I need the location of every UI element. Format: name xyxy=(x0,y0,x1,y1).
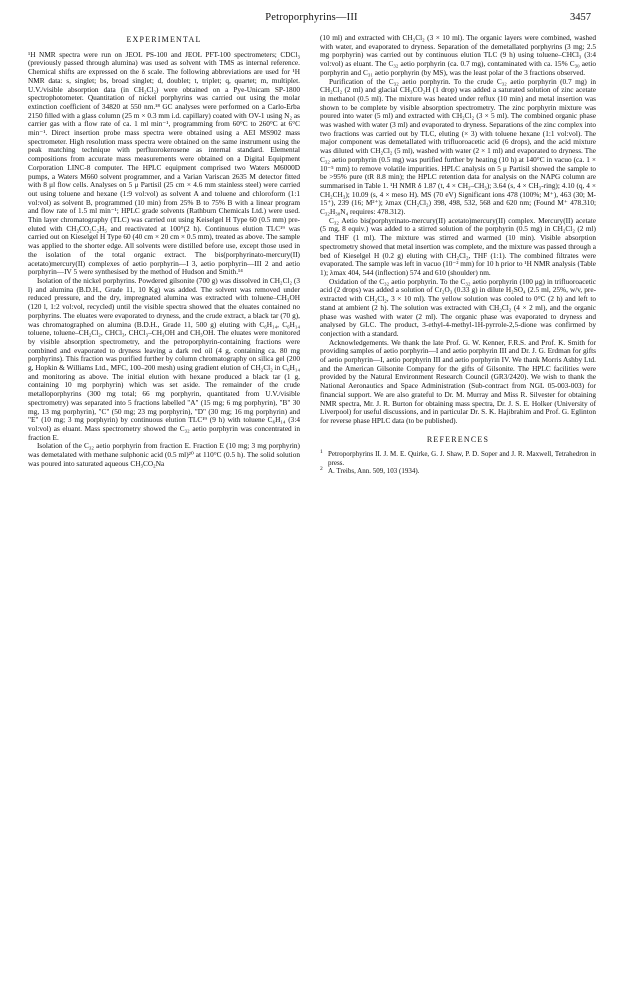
reference-item xyxy=(320,450,596,467)
paragraph-oxidation: Oxidation of the C₃₂ aetio porphyrin. To the C₃₂ aetio porphyrin (100 μg) in trifluoroacetic acid (2 drops) was added a solution of Cr₂O₃ (0.33 g) in dilute H₂SO₄ (2.5 ml, 25%, w/v, pre-extracted with CH₂Cl₂, 3 × 10 ml). The yellow solution was cooled to 0°C (2 h) and left to stand at ambient (2 h). The solution was extracted with CH₂Cl₂ (4 × 2 ml), and the organic phase was washed with water (2 ml). The organic phase was evaporated to dryness and analysed by GLC. The product, 3-ethyl-4-methyl-1H-pyrrole-2,5-dione was confirmed by conjection with a standard. xyxy=(320,276,596,338)
references-heading: REFERENCES xyxy=(426,434,490,444)
paragraph-methods: ¹H NMR spectra were run on JEOL PS-100 and JEOL PFT-100 spectrometers; CDCl₃ (previously passed through alumina) was used as solvent with TMS as internal reference. Chemical shifts are expressed on the δ scale. The following abbreviations are used for ¹H NMR data: s, singlet; bs, broad singlet; d, doublet; t, triplet; q, quartet; m, multiplet. U.V./visible absorption data (in CH₂Cl₂) were obtained on a Pye-Unicam SP-1800 spectrophotometer. Quantitation of nickel porphyrins was carried out using the molar extinction coefficient of 34820 at 550 nm.¹⁸ GC analyses were performed on a Carlo-Erba 2150 filled with a glass column (25 m × 0.3 mm i.d. capillary) coated with OV-1 using N₂ as carrier gas with a flow rate of ca. 1 ml min⁻¹, programming from 60°C to 260°C at 6°C min⁻¹. Direct insertion probe mass spectra were obtained using a AEI MS902 mass spectrometer. High resolution mass spectra were obtained on the same instrument using the peak matching technique with perfluorokerosene as internal standard. Elemental compositions from accurate mass measurements were obtained on a Digital Equipment Corporation LINC-8 computer. The HPLC equipment comprised two Waters M6000D pumps, a Waters M660 solvent programmer, and a Varian Variscan 2635 M detector fitted with 8 μl flow cells. Analyses on 5 μ Partisil (25 cm × 4.6 mm stainless steel) were carried out using toluene and hexane (1:9 vol:vol) as solvent A and toluene and chloroform (1:1 vol:vol) as solvent B, programmed (10 min) from 25% B to 75% B with a linear program and flow rate of 1.5 ml min⁻¹; HPLC grade solvents (Rathburn Chemicals Ltd.) were used. Thin layer chromatography (TLC) was carried out using Keiselgel H Type 60 (0.5 mm) pre-eluted with CH₃CO₂C₂H₅ and reactivated at 100°(2 h). Continuous elution TLC¹⁹ was carried out on Kieselgel H Type 60 (40 cm × 20 cm × 0.5 mm), treated as above. The sample was applied to the shorter edge. All solvents were distilled before use, except those used in the isolation of the total organic extract. The bis(porphyrinato-mercury(II) acetato)mercury(II) complexes of aetio porphyrin—I 3, aetio porphyrin—III 2 and aetio porphyrin—IV 5 were synthesised by the method of Hudson and Smith.¹⁴ xyxy=(28,49,300,277)
right-column xyxy=(320,34,596,475)
paragraph-mercury-complex: C₃₂ Aetio bis(porphyrinato-mercury(II) acetato)mercury(II) complex. Mercury(II) acetate (5 mg, 8 equiv.) was added to a stirred solution of the porphyrin (0.5 mg) in CH₂Cl₂ (2 ml) and THF (1 ml). The mixture was stirred and warmed (10 min). Visible absorption spectrometry showed that metal insertion was complete, and the mixture was passed through a bed of Kieselgel H (0.2 g) eluting with CH₂Cl₂, THF (1:1). The combined filtrates were evaporated. The sample was left in vacuo (10⁻² mm) for 10 h prior to ¹H NMR analysis (Table 1); λmax 404, 544 (inflection) 574 and 610 (shoulder) nm. xyxy=(320,215,596,277)
references-list xyxy=(320,450,596,475)
reference-text: Petroporphyrins II. J. M. E. Quirke, G. J. Shaw, P. D. Soper and J. R. Maxwell, Tetrahedron in press. xyxy=(328,450,596,467)
page-number: 3457 xyxy=(570,12,591,23)
paragraph-isolation-nickel: Isolation of the nickel porphyrins. Powdered gilsonite (700 g) was dissolved in CH₂Cl₂ (3 l) and alumina (B.D.H., Grade 11, 10 Kg) was added. The solvent was removed under reduced pressure, and the dry, impregnated alumina was extracted with toluene–CH₃OH (120 l, 1:2 vol:vol, recycled) until the visible spectra showed that the eluates contained no porphyrins. The eluates were evaporated to dryness, and the crude extract, a black tar (70 g), was chromatographed on alumina (B.D.H., Grade 11, 500 g) eluting with C₆H₁₄, C₆H₁₄ toluene, toluene–CH₂Cl₂, CHCl₃, CHCl₃–CH₃OH and CH₃OH. The eluates were monitored by visible absorption spectrometry, and the petroporphyrin-containing fractions were combined and evaporated to dryness leaving a dark red oil (4 g, containing ca. 80 mg porphyrins). This fraction was purified further by column chromatography on silica gel (200 g, Hopkin & Williams Ltd., MFC, 100–200 mesh) using gradient elution of CH₂Cl₂ in C₆H₁₄ and monitoring as above. The initial elution with hexane produced a black tar (1 g, containing 10 mg porphyrin) which was set aside. The remainder of the crude metalloporphyrins (300 mg total; 66 mg porphyrin, quantitated from U.V./visible spectrometry) was separated into 5 fractions labelled "A" (15 mg; 6 mg porphyrin), "B" 30 mg, 13 mg porphyrin), "C" (50 mg; 23 mg porphyrin), "D" (30 mg; 16 mg porphyrin) and "E" (10 mg; 3 mg porphyrin) by continuous elution TLC¹⁹ (9 h) with toluene C₆H₁₄ (3:4 vol:vol) as eluant. Mass spectrometry showed the C₃₂ aetio porphyrin was concentrated in fraction E. xyxy=(28,275,300,442)
paragraph-isolation-c32: Isolation of the C₃₂ aetio porphyrin from fraction E. Fraction E (10 mg; 3 mg porphyrin) was demetalated with methane sulphonic acid (0.5 ml)²⁰ at 110°C (0.5 h). The solid solution was poured into saturated aqueous CH₃CO₂Na xyxy=(28,441,300,468)
running-title: Petroporphyrins—III xyxy=(265,12,358,23)
section-heading-experimental: EXPERIMENTAL xyxy=(126,35,202,44)
paragraph-separation: (10 ml) and extracted with CH₂Cl₂ (3 × 10 ml). The organic layers were combined, washed with water, and evaporated to dryness. Separation of the demetallated porphyrins (3 mg; 2.5 mg porphyrin) was carried out by continuous elution TLC (9 h) using toluene–CHCl₃ (3:4 vol:vol) as eluant. The C₃₂ aetio porphyrin (ca. 0.7 mg), contaminated with ca. 15% C₃₀ aetio porphyrin and C₃₁ aetio porphyrin (by MS), was the least polar of the 3 fractions observed. xyxy=(320,33,596,77)
left-column xyxy=(28,34,300,468)
paragraph-purification: Purification of the C₃₂ aetio porphyrin. To the crude C₃₂ aetio porphyrin (0.7 mg) in CH₂Cl₂ (2 ml) and glacial CH₃CO₂H (1 drop) was added a saturated solution of zinc acetate in methanol (0.5 ml). The mixture was heated under reflux (10 min) and metal insertion was shown to be complete by visible absorption spectrometry. The zinc porphyrin mixture was poured into water (5 ml) and extracted with CH₂Cl₂ (3 × 5 ml). The combined organic phase was washed with water (3 ml) and evaporated to dryness. Separations of the zinc complex into two fractions was carried out by TLC, eluting (× 3) with toluene hexane (1:1 vol:vol). The major component was demetallated with trifluoroacetic acid (6 drops), and the acid mixture was diluted with CH₂Cl₂ (5 ml), washed with water (2 × 1 ml) and evaporated to dryness. The C₃₂ aetio porphyrin (0.5 mg) was purified further by heating (10 h) at 140°C in vacuo (ca. 1 × 10⁻⁵ mm) to remove volatile impurities. HPLC analysis on 5 μ Partisil showed the sample to be >95% pure (tR 8.8 min); the HPLC retention data for analysis on the NAPG column are summarised in Table 1. ¹H NMR δ 1.87 (t, 4 × CH₂–CH₃); 3.64 (s, 4 × CH₃-ring); 4.10 (q, 4 × CH₂CH₃); 10.09 (s, 4 × meso H). MS (70 eV) Significant ions 478 (100%; M⁺), 463 (30; M-15⁺), 239 (16; M²⁺); λmax (CH₂Cl₂) 398, 498, 532, 568 and 620 nm; (Found M⁺ 478.310; C₃₂H₃₈N₄ requires: 478.312). xyxy=(320,76,596,217)
reference-item xyxy=(320,467,596,475)
paragraph-acknowledgements: Acknowledgements. We thank the late Prof. G. W. Kenner, F.R.S. and Prof. K. Smith for providing samples of aetio porphyrin—I and aetio porphyrin III and Dr. J. G. Erdman for gifts of aetio porphyrin—I, aetio porphyrin III and aetio porphyrin IV. We thank Morris Ashby Ltd. and the American Gilsonite Company for the gifts of Gilsonite. The HPLC facilities were provided by the Natural Environment Research Council (GR3/2420). We wish to thank the National Aeronautics and Space Administration (Sub-contract from NGL 05-003-003) for financial support. We are also grateful to Dr. M. Murray and Miss R. Silvester for obtaining NMR spectra, Mr. J. R. Burton for obtaining mass spectra, Dr. J. S. E. Holker (University of Liverpool) for useful discussions, and in particular Dr. S. K. Hajibrahim and Prof. G. Eglinton for reverse phase HPLC data (to be published). xyxy=(320,337,596,425)
reference-text: A. Treibs, Ann. 509, 103 (1934). xyxy=(328,466,420,475)
reference-number: 2 xyxy=(320,465,323,472)
reference-number: 1 xyxy=(320,449,323,456)
